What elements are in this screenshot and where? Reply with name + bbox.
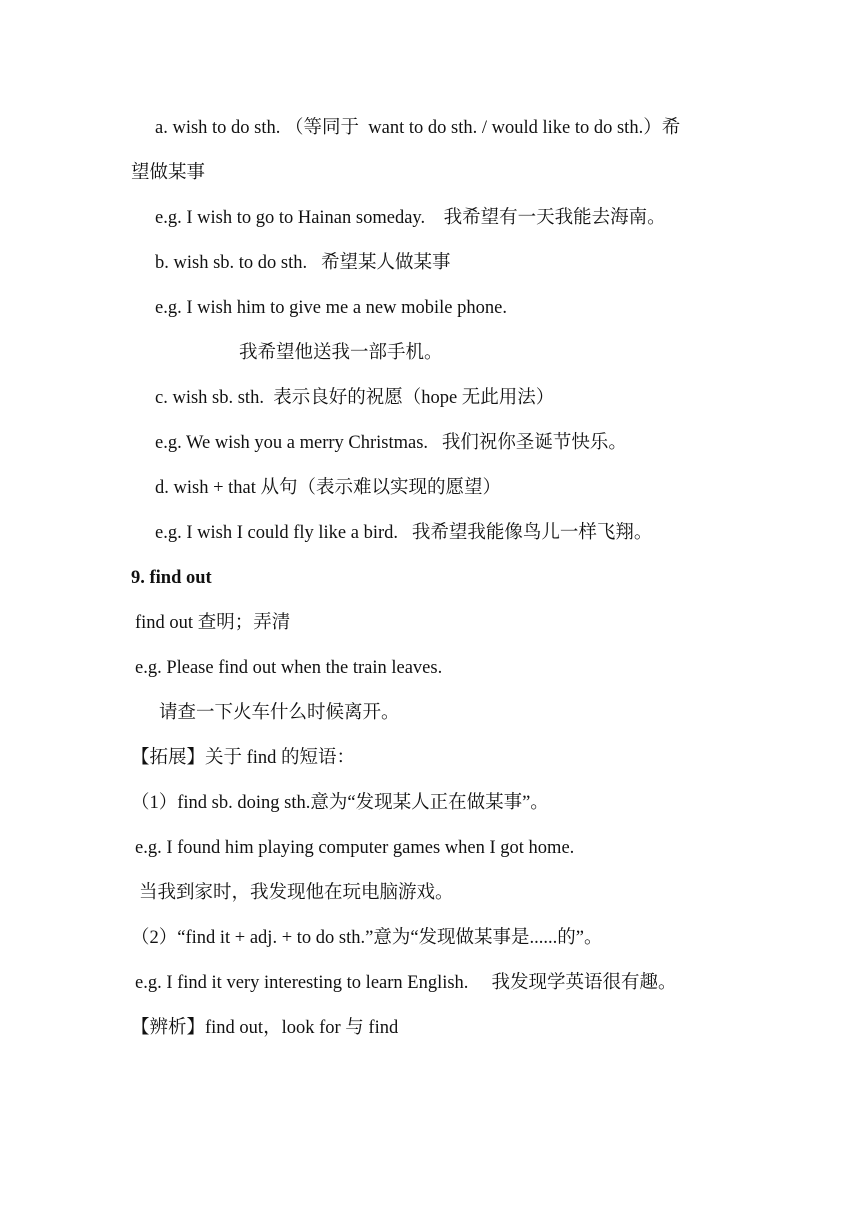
definition-find-out: find out 查明；弄清 bbox=[135, 613, 291, 633]
translation-mobile-phone: 我希望他送我一部手机。 bbox=[239, 343, 443, 363]
example-learn-english: e.g. I find it very interesting to learn English. 我发现学英语很有趣。 bbox=[135, 973, 677, 993]
translation-computer-games: 当我到家时，我发现他在玩电脑游戏。 bbox=[139, 883, 454, 903]
extension-heading: 【拓展】关于 find 的短语： bbox=[131, 748, 356, 768]
example-christmas: e.g. We wish you a merry Christmas. 我们祝你圣诞节快乐。 bbox=[155, 433, 627, 453]
phrase-find-sb-doing: （1）find sb. doing sth.意为“发现某人正在做某事”。 bbox=[131, 793, 549, 813]
analysis-heading: 【辨析】find out，look for 与 find bbox=[131, 1018, 399, 1038]
text-line-wish-to-do: a. wish to do sth. （等同于 want to do sth. / would like to do sth.）希 bbox=[155, 118, 681, 138]
text-line-wish-sb-sth: c. wish sb. sth. 表示良好的祝愿（hope 无此用法） bbox=[155, 388, 555, 408]
example-hainan: e.g. I wish to go to Hainan someday. 我希望有一天我能去海南。 bbox=[155, 208, 666, 228]
text-line-wish-to-do-cont: 望做某事 bbox=[131, 163, 206, 183]
text-line-wish-sb-to-do: b. wish sb. to do sth. 希望某人做某事 bbox=[155, 253, 451, 273]
example-bird: e.g. I wish I could fly like a bird. 我希望我能像鸟儿一样飞翔。 bbox=[155, 523, 653, 543]
section-heading-find-out: 9. find out bbox=[131, 568, 212, 588]
example-train: e.g. Please find out when the train leaves. bbox=[135, 658, 443, 678]
text-line-wish-that: d. wish + that 从句（表示难以实现的愿望） bbox=[155, 478, 501, 498]
phrase-find-it-adj: （2）“find it + adj. + to do sth.”意为“发现做某事是......的”。 bbox=[131, 928, 603, 948]
example-computer-games: e.g. I found him playing computer games when I got home. bbox=[135, 838, 575, 858]
translation-train: 请查一下火车什么时候离开。 bbox=[159, 703, 400, 723]
example-mobile-phone: e.g. I wish him to give me a new mobile phone. bbox=[155, 298, 507, 318]
